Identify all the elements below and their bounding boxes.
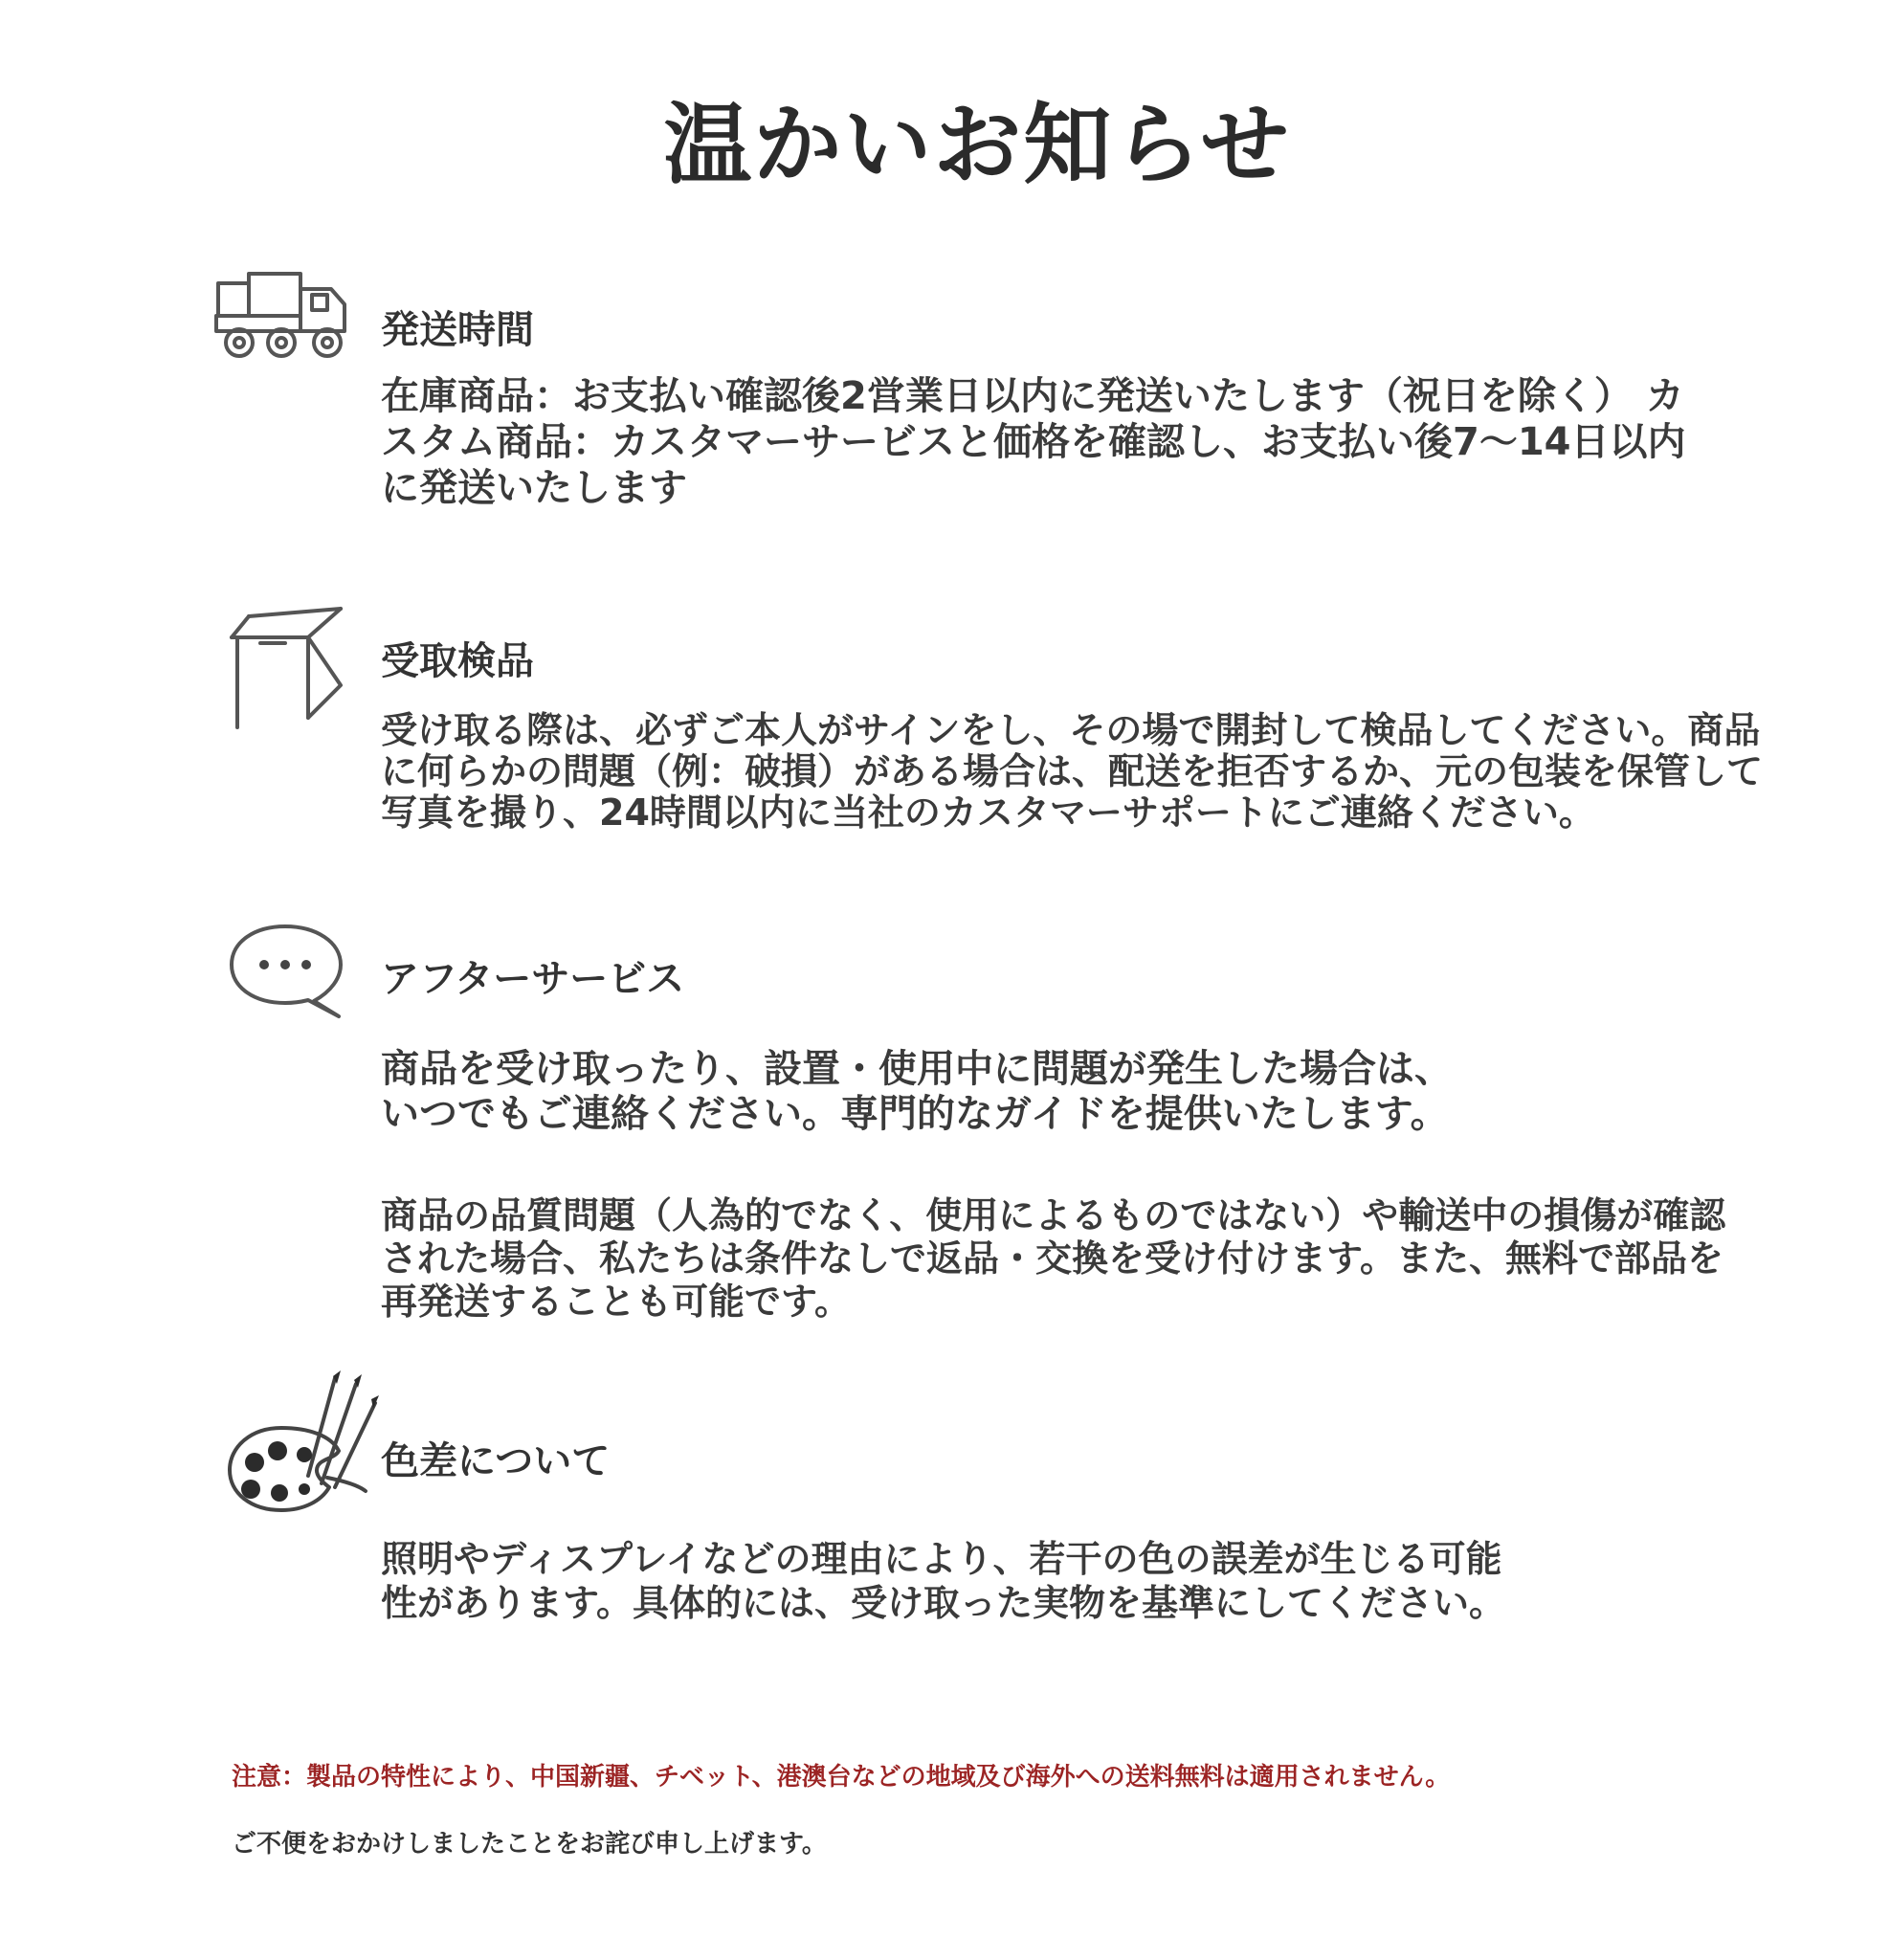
shipping-line: スタム商品：カスタマーサービスと価格を確認し、お支払い後7〜14日以内: [381, 420, 1686, 464]
receiving-heading: 受取検品: [381, 639, 534, 683]
after-service-policy-text: [381, 1194, 1725, 1324]
after-service-line: いつでもご連絡ください。専門的なガイドを提供いたします。: [381, 1092, 1449, 1136]
truck-icon: [212, 270, 354, 377]
color-difference-line: 性があります。具体的には、受け取った実物を基準にしてください。: [381, 1582, 1505, 1624]
receiving-text: [381, 710, 1763, 834]
after-service-policy-line: された場合、私たちは条件なしで返品・交換を受け付けます。また、無料で部品を: [381, 1237, 1723, 1280]
shipping-notice: 注意：製品の特性により、中国新疆、チベット、港澳台などの地域及び海外への送料無料は適用されません。: [232, 1763, 1451, 1792]
apology-text: ご不便をおかけしましたことをお詫び申し上げます。: [232, 1830, 827, 1859]
paint-palette-icon: [222, 1370, 379, 1516]
color-difference-text: [381, 1537, 1505, 1625]
page-title: 温かいお知らせ: [663, 94, 1291, 196]
after-service-policy-line: 商品の品質問題（人為的でなく、使用によるものではない）や輸送中の損傷が確認: [381, 1194, 1726, 1236]
shipping-line: 在庫商品：お支払い確認後2営業日以内に発送いたします（祝日を除く） カ: [381, 374, 1684, 418]
color-difference-heading: 色差について: [381, 1439, 611, 1483]
after-service-text: [381, 1047, 1453, 1137]
color-difference-line: 照明やディスプレイなどの理由により、若干の色の誤差が生じる可能: [381, 1538, 1502, 1580]
after-service-line: 商品を受け取ったり、設置・使用中に問題が発生した場合は、: [381, 1047, 1453, 1091]
chat-bubble-icon: [226, 921, 348, 1022]
after-service-heading: アフターサービス: [381, 957, 685, 1001]
receiving-line: 受け取る際は、必ずご本人がサインをし、その場で開封して検品してください。商品: [381, 709, 1761, 751]
package-box-icon: [228, 605, 352, 734]
receiving-line: に何らかの問題（例：破損）がある場合は、配送を拒否するか、元の包装を保管して: [381, 750, 1764, 792]
receiving-line: 写真を撮り、24時間以内に当社のカスタマーサポートにご連絡ください。: [381, 791, 1595, 834]
after-service-policy-line: 再発送することも可能です。: [381, 1281, 851, 1323]
shipping-line: に発送いたします: [381, 466, 687, 510]
shipping-heading: 発送時間: [381, 308, 534, 352]
shipping-text: [381, 373, 1686, 511]
